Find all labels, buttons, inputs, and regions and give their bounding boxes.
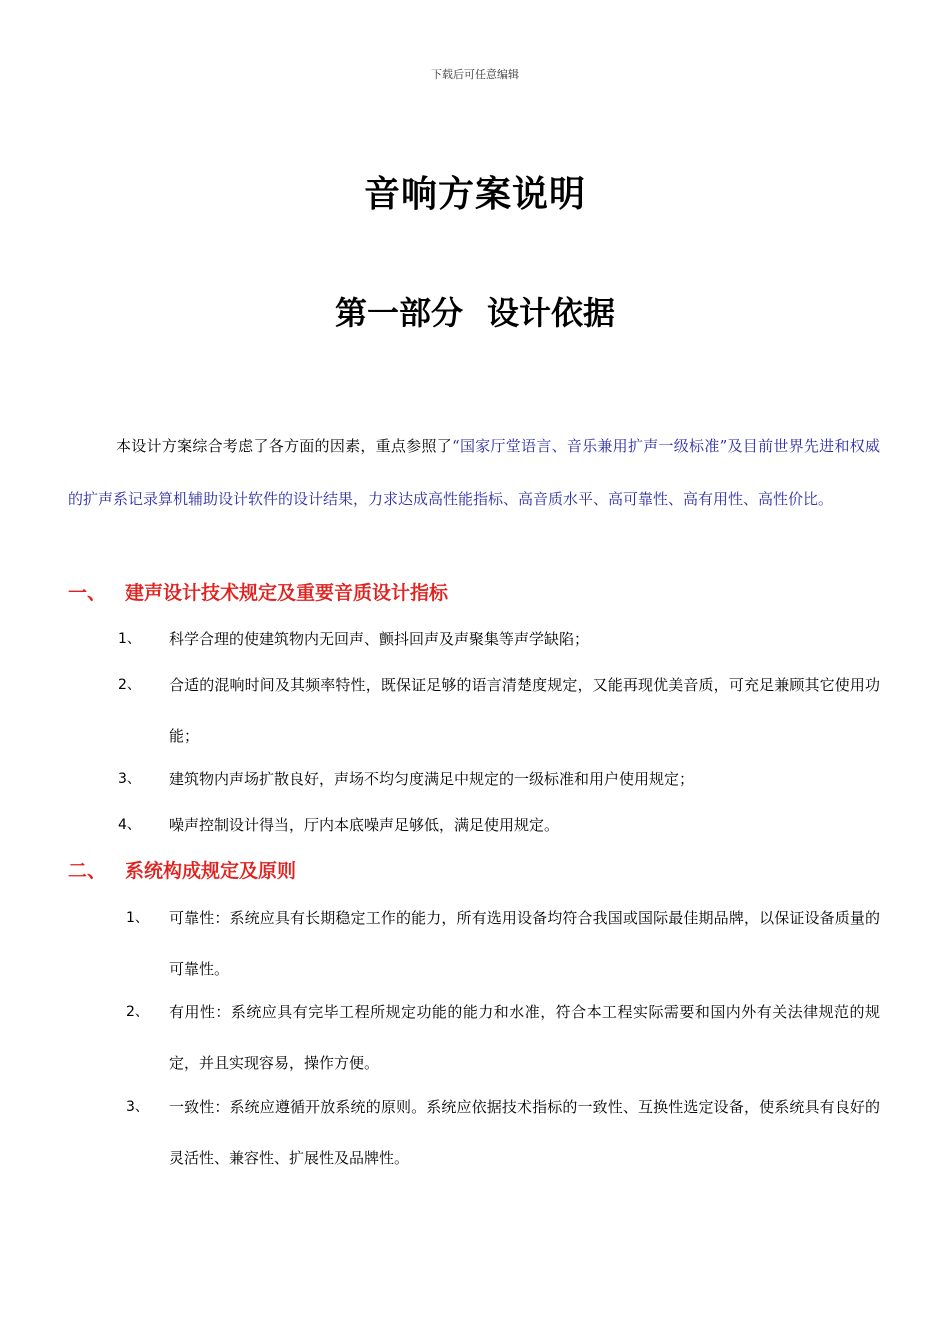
item-text: 科学合理的使建筑物内无回声、颤抖回声及声聚集等声学缺陷； [169,630,590,648]
list-item [126,987,880,1089]
part-name: 设计依据 [487,294,616,332]
list-item [126,1082,880,1184]
item-number: 2、 [126,1004,149,1020]
section-heading-2 [68,856,296,883]
item-number: 4、 [118,817,141,833]
item-text: 一致性：系统应遵循开放系统的原则。系统应依据技术指标的一致性、互换性选定设备，使系统具有良好的灵活性、兼容性、扩展性及品牌性。 [169,1098,880,1167]
part-label: 第一部分 [334,294,463,332]
list-item [118,660,880,762]
intro-text: 本设计方案综合考虑了各方面的因素，重点参照了 [116,437,453,455]
intro-paragraph [68,420,880,526]
section-title: 建声设计技术规定及重要音质设计指标 [125,582,449,604]
list-item [118,614,880,665]
section-number: 一、 [68,582,107,604]
item-text: 有用性：系统应具有完毕工程所规定功能的能力和水准，符合本工程实际需要和国内外有关法律规范的规定，并且实现容易，操作方便。 [169,1003,880,1072]
item-number: 1、 [126,910,149,926]
list-item [126,893,880,995]
item-number: 3、 [118,771,141,787]
section-number: 二、 [68,860,107,882]
list-item [118,800,880,851]
item-number: 2、 [118,677,141,693]
section-title: 系统构成规定及原则 [125,860,297,882]
header-note: 下载后可任意编辑 [431,68,519,81]
part-title [0,288,950,334]
item-number: 3、 [126,1099,149,1115]
item-text: 建筑物内声场扩散良好，声场不均匀度满足中规定的一级标准和用户使用规定； [169,770,695,788]
item-text: 可靠性：系统应具有长期稳定工作的能力，所有选用设备均符合我国或国际最佳期品牌，以保证设备质量的可靠性。 [169,909,880,978]
item-text: 噪声控制设计得当，厅内本底噪声足够低，满足使用规定。 [169,816,560,834]
section-heading-1 [68,578,448,605]
document-title: 音响方案说明 [363,174,586,215]
item-number: 1、 [118,631,141,647]
item-text: 合适的混响时间及其频率特性，既保证足够的语言清楚度规定，又能再现优美音质，可充足兼顾其它使用功能； [169,676,880,745]
list-item [118,754,880,805]
intro-quote: “国家厅堂语言、音乐兼用扩声一级标准”及目前世界先进和权威的扩声系记录算机辅助设计软件的设计结果，力求达成高性能指标、高音质水平、高可靠性、高有用性、高性价比。 [68,437,880,508]
